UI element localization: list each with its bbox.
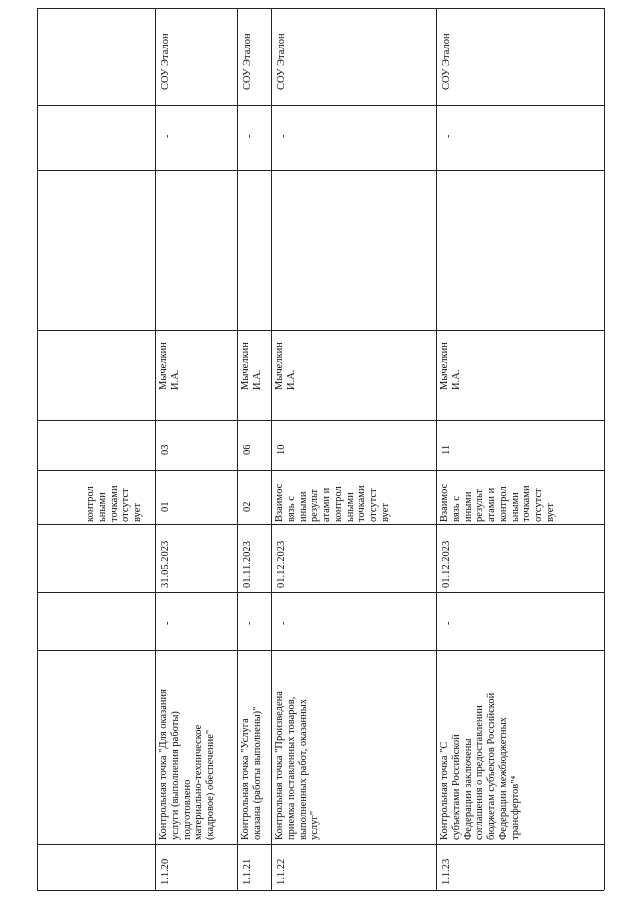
dash-cell: - xyxy=(162,621,173,625)
row-number: 1.1.23 xyxy=(441,858,452,885)
dash-cell: - xyxy=(162,134,173,138)
code-cell: 11 xyxy=(441,444,452,455)
responsible-cell: Мычелкин И.А. xyxy=(158,342,181,390)
document-cell: СОУ Эталон xyxy=(242,33,253,90)
date-cell: 01.12.2023 xyxy=(441,540,452,588)
date-cell: 01.12.2023 xyxy=(276,540,287,588)
row-number: 1.1.20 xyxy=(160,858,171,885)
dependency-cell: Взаимос вязь с иными результ атами и контрол ьными точками отсутст вует xyxy=(439,483,556,522)
document-cell: СОУ Эталон xyxy=(441,33,452,90)
document-cell: СОУ Эталон xyxy=(276,33,287,90)
responsible-cell: Мычелкин И.А. xyxy=(274,342,297,390)
code-cell: 06 xyxy=(242,444,253,455)
code-cell: 03 xyxy=(160,444,171,455)
dash-cell: - xyxy=(443,621,454,625)
dash-cell: - xyxy=(244,621,255,625)
responsible-cell: Мычелкин И.А. xyxy=(439,342,462,390)
dash-cell: - xyxy=(443,134,454,138)
row-number: 1.1.21 xyxy=(242,858,253,885)
dependency-cell: Взаимос вязь с иными результ атами и контрол ьными точками отсутст вует xyxy=(274,483,391,522)
control-point-text: Контрольная точка "С субъектами Российской Федерации заключены соглашения о предоставлении бюджетам субъектов Российской Федерации межбюджетных трансфертов"⁴ xyxy=(439,692,521,840)
code-cell: 10 xyxy=(276,444,287,455)
control-point-text: Контрольная точка "Услуга оказана (работы выполнены)" xyxy=(240,706,263,840)
date-cell: 31.05.2023 xyxy=(160,540,171,588)
control-point-text: Контрольная точка "Для оказания услуги (выполнения работы) подготовлено материально-техническое (кадровое) обеспечение" xyxy=(158,689,216,840)
dependency-cell: 01 xyxy=(160,501,171,512)
control-point-text: Контрольная точка "Произведена приемка поставленных товаров, выполненных работ, оказанных услуг" xyxy=(274,691,321,840)
dash-cell: - xyxy=(244,134,255,138)
row-number: 1.1.22 xyxy=(276,858,287,885)
responsible-cell: Мычелкин И.А. xyxy=(240,342,263,390)
dash-cell: - xyxy=(278,134,289,138)
date-cell: 01.11.2023 xyxy=(242,541,253,588)
document-cell: СОУ Эталон xyxy=(160,33,171,90)
continuation-text: контрол ьными точками отсутст вует xyxy=(85,485,143,522)
dependency-cell: 02 xyxy=(242,501,253,512)
dash-cell: - xyxy=(278,621,289,625)
